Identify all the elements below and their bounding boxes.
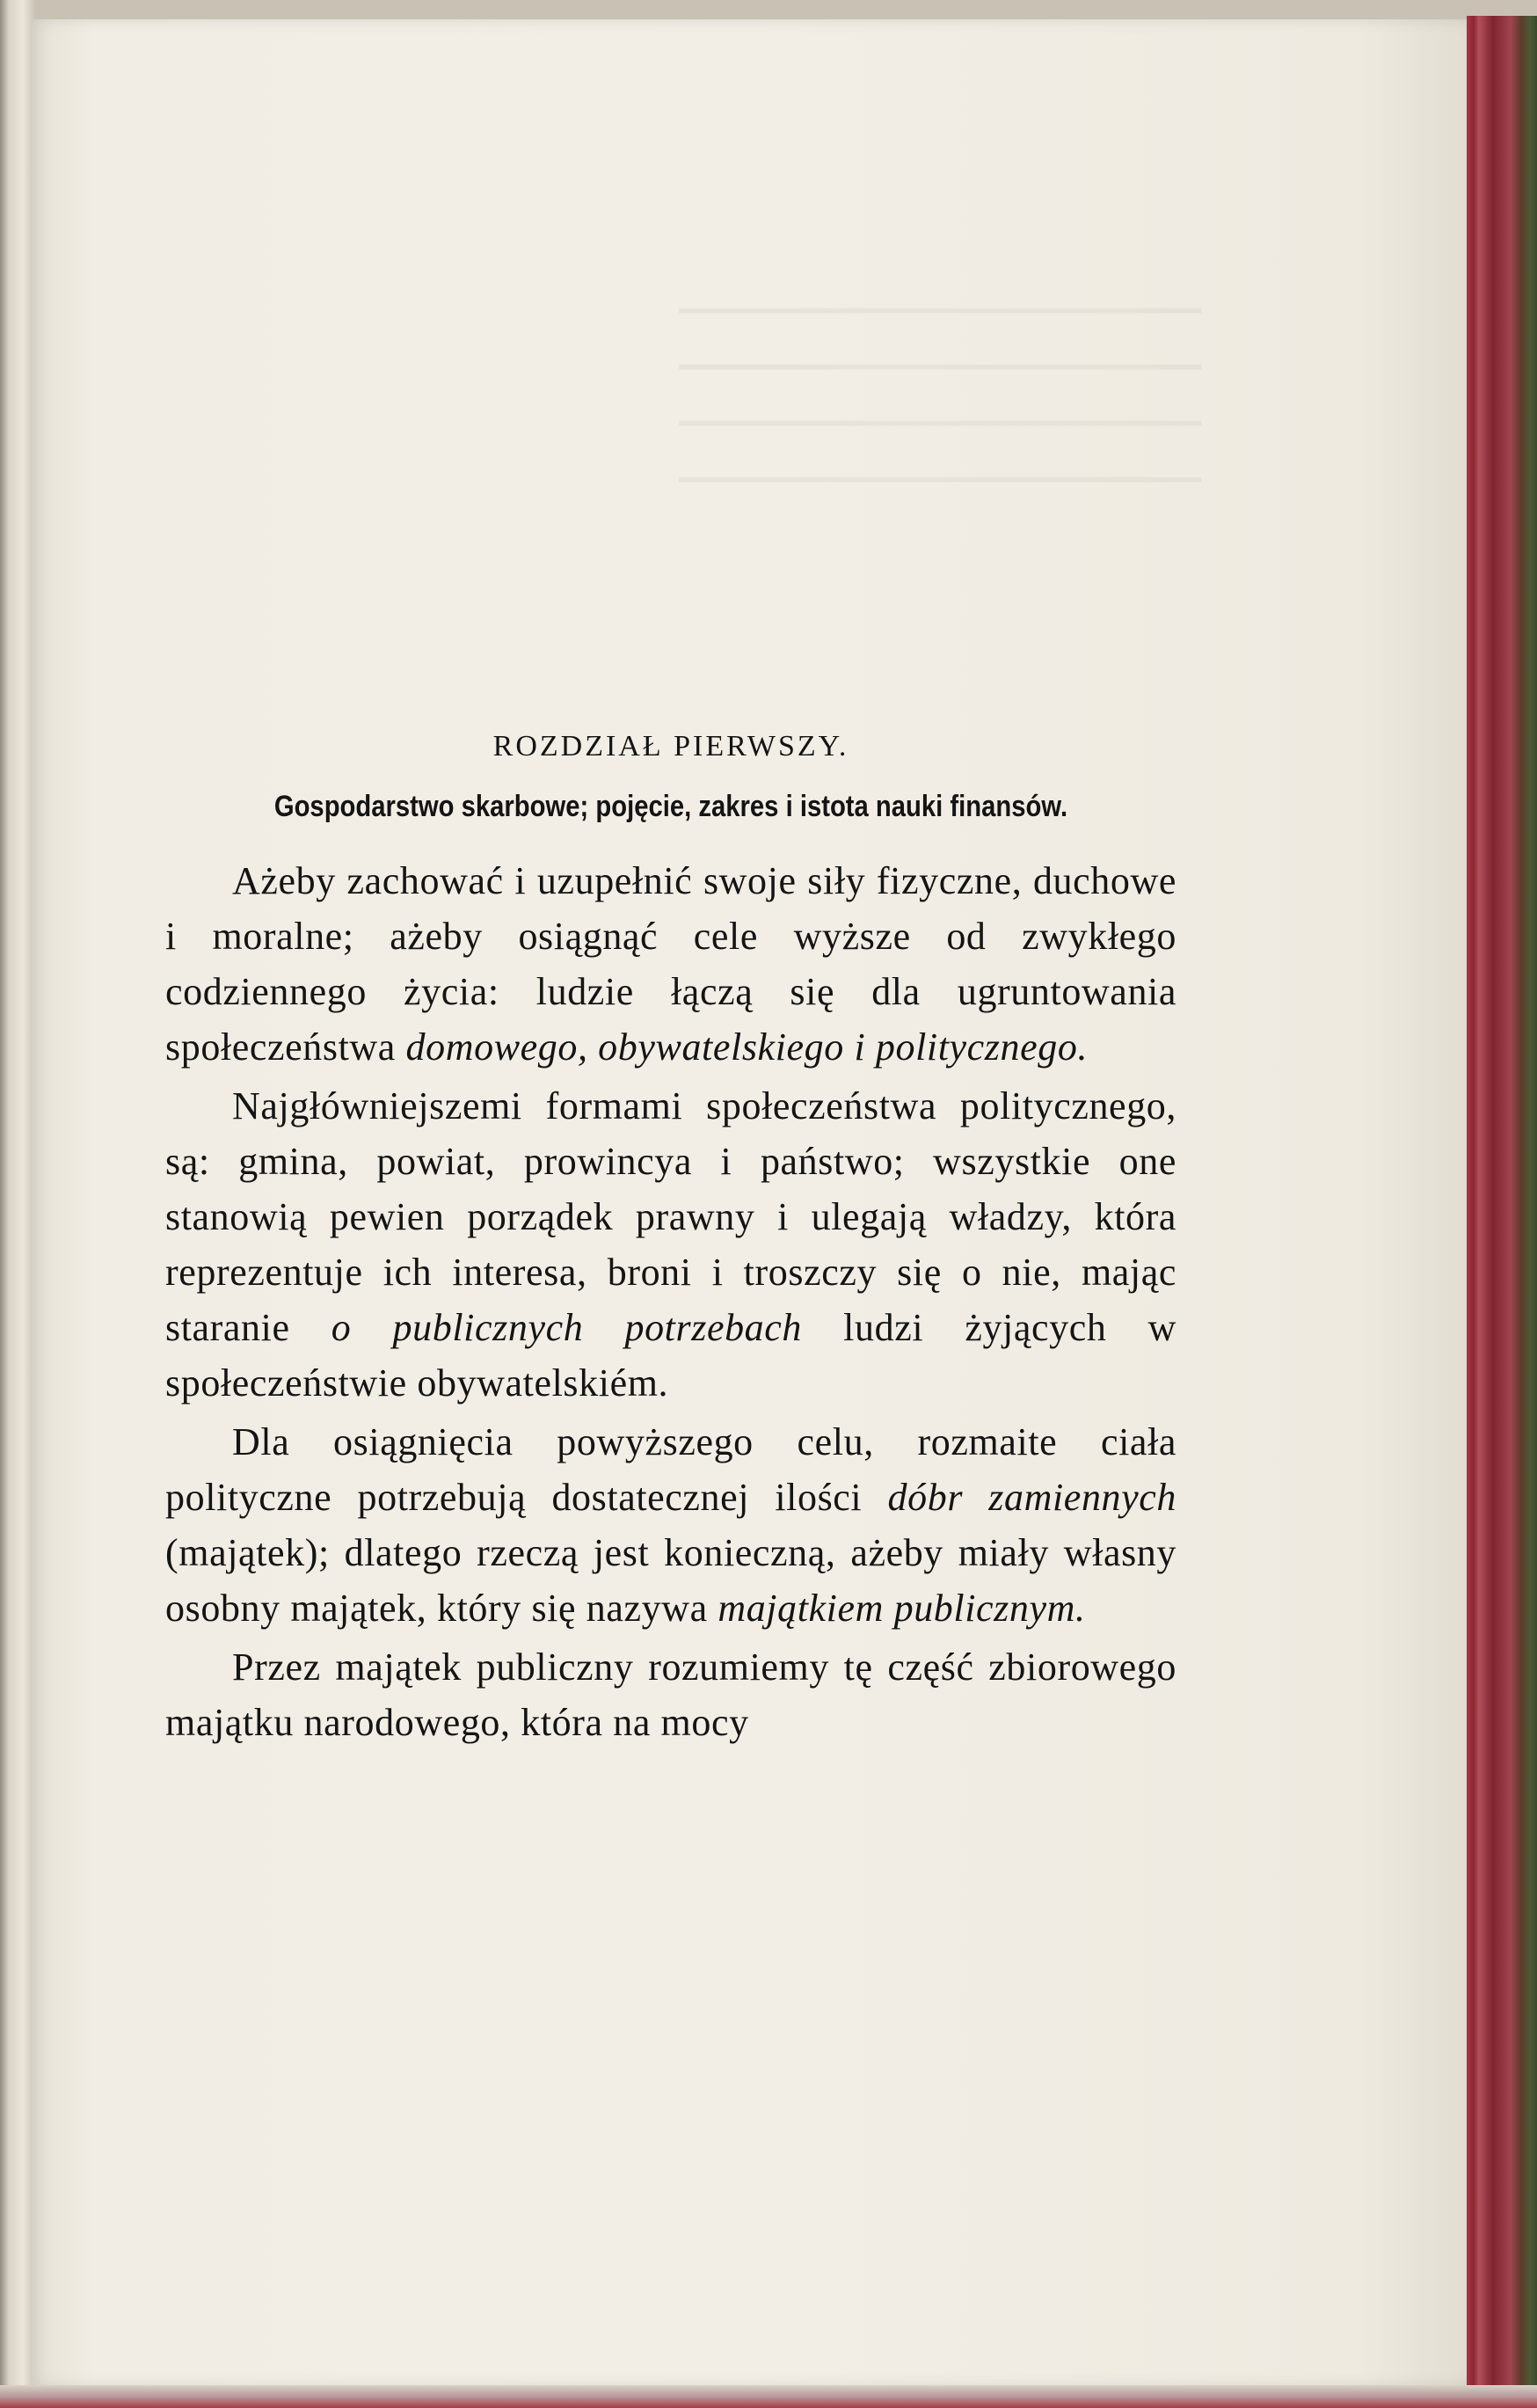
text-run: (majątek); dlatego rzeczą jest konieczną, ażeby miały własny osobny majątek, który się nazywa (165, 1531, 1176, 1630)
text-run: Najgłówniejszemi formami społeczeństwa politycznego, są: gmina, powiat, prowincya i państwo; wszystkie one stanowią pewien porządek prawny i ulegają władzy, która reprezentuje ich interesa, broni i troszczy się o nie, mając staranie (165, 1084, 1176, 1349)
paragraph (165, 1414, 1176, 1636)
page-text (165, 730, 1176, 1754)
paragraph (165, 1639, 1176, 1750)
left-page-edge (0, 0, 35, 2408)
chapter-subtitle: Gospodarstwo skarbowe; pojęcie, zakres i istota nauki finansów. (273, 790, 1068, 823)
book-bottom-edge (0, 2385, 1537, 2408)
italic-text: majątkiem publicznym. (718, 1587, 1086, 1630)
text-run: Dla osiągnięcia powyższego celu, rozmaite ciała polityczne potrzebują dostatecznej ilości (165, 1420, 1176, 1519)
italic-text: o publicznych potrzebach (331, 1306, 803, 1349)
bleed-through-shadow: ━━━━━━━━━━━━━━━━━━━━━━━━━━━━━ ━━━━━━━━━━━━━━━━━━━━━━━━━━━━━ ━━━━━━━━━━━━━━━━━━━━━━━━━━━━━ ━━━━━━━━━━━━━━━━━━━━━━━━━━━━━ (679, 294, 1201, 498)
paragraph (165, 1078, 1176, 1411)
book-cover-edge (1467, 16, 1537, 2408)
chapter-heading: ROZDZIAŁ PIERWSZY. (492, 730, 849, 763)
italic-text: domowego, obywatelskiego i politycznego. (405, 1025, 1089, 1069)
body-paragraphs (165, 853, 1176, 1750)
paragraph (165, 853, 1176, 1075)
text-run: ludzi żyjących w społeczeństwie obywatelskiém. (165, 1306, 1177, 1405)
text-run: Przez majątek publiczny rozumiemy tę część zbiorowego majątku narodowego, która na mocy (165, 1645, 1176, 1744)
italic-text: dóbr zamiennych (887, 1476, 1176, 1519)
text-run: Ażeby zachować i uzupełnić swoje siły fizyczne, duchowe i moralne; ażeby osiągnąć cele wyższe od zwykłego codziennego życia: ludzie łączą się dla ugruntowania społeczeństwa (165, 859, 1176, 1069)
